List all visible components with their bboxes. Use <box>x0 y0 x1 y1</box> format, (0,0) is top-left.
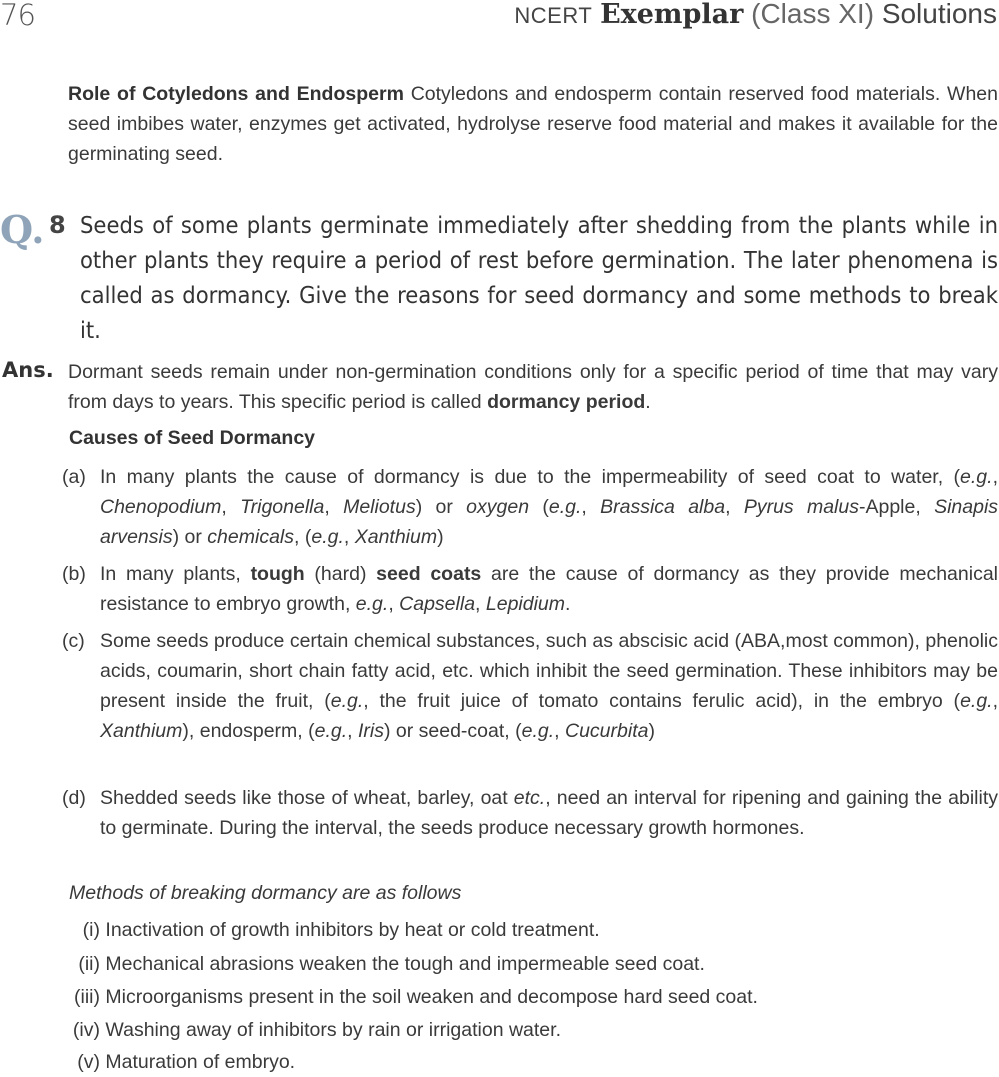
method-text: Washing away of inhibitors by rain or irrigation water. <box>105 1019 561 1041</box>
cause-b-i1: e.g. <box>355 593 389 615</box>
cause-a-t8: , <box>725 496 744 518</box>
question-mark <box>0 207 44 252</box>
cause-a-t9: -Apple, <box>858 496 935 518</box>
cause-b-i2: Capsella <box>399 593 476 615</box>
cause-c-t7: , <box>554 720 565 742</box>
question-number: 8 <box>49 211 66 239</box>
cause-label-a: (a) <box>62 466 86 488</box>
cause-a-t10: ) or <box>172 526 208 548</box>
cause-a-i5: oxygen <box>466 496 530 518</box>
cause-a-t3: , <box>221 496 241 518</box>
cause-c-t6: ) or seed-coat, ( <box>383 720 522 742</box>
cause-c-i4: e.g. <box>314 720 348 742</box>
cause-c-t3: , <box>992 690 999 712</box>
answer-text: Dormant seeds remain under non-germination conditions only for a specific period of time that may vary from days to years. This specific period is called <box>68 361 998 413</box>
cause-c-i6: e.g. <box>521 720 555 742</box>
cause-a-i4: Meliotus <box>343 496 416 518</box>
intro-heading: Role of Cotyledons and Endosperm <box>68 83 404 105</box>
cause-a-i2: Chenopodium <box>100 496 222 518</box>
cause-b-t6: . <box>565 593 571 615</box>
cause-b-b2: seed coats <box>376 563 482 585</box>
cause-b-b1: tough <box>250 563 305 585</box>
cause-c-i2: e.g. <box>960 690 993 712</box>
cause-c-t8: ) <box>648 720 655 742</box>
intro-text: Cotyledons and endosperm contain reserved food materials. When seed imbibes water, enzymes get activated, hydrolyse reserve food material and makes it available for the germinating seed. <box>68 83 998 165</box>
cause-a-t2: , <box>992 466 998 488</box>
cause-a-t13: ) <box>437 526 444 548</box>
cause-a-t1: In many plants the cause of dormancy is due to the impermeability of seed coat to water, ( <box>100 466 961 488</box>
question-text: Seeds of some plants germinate immediately after shedding from the plants while in other plants they require a period of rest before germination. The later phenomena is called as dormancy. Give the reasons for seed dormancy and some methods to break it. <box>80 211 998 344</box>
question-mark-text: Q. <box>0 207 45 252</box>
answer-bold-term: dormancy period <box>487 391 646 413</box>
answer-paragraph <box>68 357 998 417</box>
book-title-class: (Class XI) <box>751 0 875 29</box>
cause-c-i5: Iris <box>357 720 384 742</box>
method-label: (iv) <box>72 1019 100 1041</box>
book-title <box>514 0 997 30</box>
cause-text-d <box>100 783 998 843</box>
cause-a-t6: ( <box>529 496 549 518</box>
method-text: Inactivation of growth inhibitors by heat or cold treatment. <box>105 919 600 941</box>
cause-c-i7: Cucurbita <box>565 720 649 742</box>
cause-b-i3: Lepidium <box>485 593 566 615</box>
cause-a-i8: Pyrus malus <box>743 496 859 518</box>
cause-text-c <box>100 626 998 746</box>
cause-label-d: (d) <box>62 787 86 809</box>
cause-b-t1: In many plants, <box>100 563 251 585</box>
cause-a-t4: , <box>324 496 344 518</box>
page-header <box>0 0 999 40</box>
cause-b-t5: , <box>475 593 486 615</box>
cause-d-t1: Shedded seeds like those of wheat, barley, oat <box>100 787 514 809</box>
method-label: (v) <box>77 1051 100 1073</box>
cause-b-t4: , <box>388 593 400 615</box>
book-title-ncert: NCERT <box>514 3 593 28</box>
cause-a-i7: Brassica alba <box>600 496 726 518</box>
method-item <box>62 982 758 1012</box>
book-title-exemplar: Exemplar <box>600 0 744 30</box>
intro-paragraph <box>68 79 998 169</box>
method-label: (i) <box>82 919 100 941</box>
cause-d-i1: etc. <box>513 787 546 809</box>
method-item <box>62 1015 561 1045</box>
method-text: Microorganisms present in the soil weaken and decompose hard seed coat. <box>105 986 758 1008</box>
page-number: 76 <box>0 0 35 32</box>
cause-c-i3: Xanthium <box>100 720 183 742</box>
cause-a-t7: , <box>581 496 601 518</box>
cause-a-t12: , <box>343 526 355 548</box>
cause-a-i12: Xanthium <box>354 526 438 548</box>
cause-c-i1: e.g. <box>330 690 364 712</box>
cause-label-c: (c) <box>62 630 85 652</box>
cause-a-i6: e.g. <box>548 496 582 518</box>
method-item <box>62 915 600 945</box>
answer-label: Ans. <box>2 358 54 382</box>
cause-a-t11: , ( <box>294 526 312 548</box>
cause-c-t2: , the fruit juice of tomato contains ferulic acid), in the embryo ( <box>363 690 961 712</box>
cause-a-i3: Trigonella <box>240 496 325 518</box>
cause-a-i10: chemicals <box>207 526 294 548</box>
method-text: Maturation of embryo. <box>105 1051 296 1073</box>
cause-b-t3: are the cause of dormancy as they provide mechanical resistance to embryo growth, <box>100 563 998 615</box>
cause-a-i11: e.g. <box>311 526 344 548</box>
cause-text-a <box>100 462 998 552</box>
method-item <box>62 1047 295 1077</box>
cause-a-i9: Sinapis arvensis <box>100 496 999 548</box>
cause-b-t2: (hard) <box>304 563 377 585</box>
method-item <box>62 949 705 979</box>
answer-text-end: . <box>645 391 651 413</box>
cause-text-b <box>100 559 998 619</box>
cause-d-t2: , need an interval for ripening and gaining the ability to germinate. During the interval, the seeds produce necessary growth hormones. <box>100 787 998 839</box>
cause-label-b: (b) <box>62 563 86 585</box>
methods-heading: Methods of breaking dormancy are as follows <box>69 882 462 904</box>
book-title-solutions: Solutions <box>881 0 997 29</box>
cause-a-i1: e.g. <box>960 466 993 488</box>
method-label: (iii) <box>74 986 100 1008</box>
method-label: (ii) <box>78 953 100 975</box>
method-text: Mechanical abrasions weaken the tough and impermeable seed coat. <box>105 953 705 975</box>
cause-c-t5: , <box>347 720 358 742</box>
cause-a-t5: ) or <box>415 496 467 518</box>
cause-c-t4: ), endosperm, ( <box>182 720 315 742</box>
causes-heading: Causes of Seed Dormancy <box>69 427 316 449</box>
cause-c-t1: Some seeds produce certain chemical substances, such as abscisic acid (ABA,most common), phenolic acids, coumarin, short chain fatty acid, etc. which inhibit the seed germination. These inhibitors may be present inside the fruit, ( <box>100 630 998 712</box>
